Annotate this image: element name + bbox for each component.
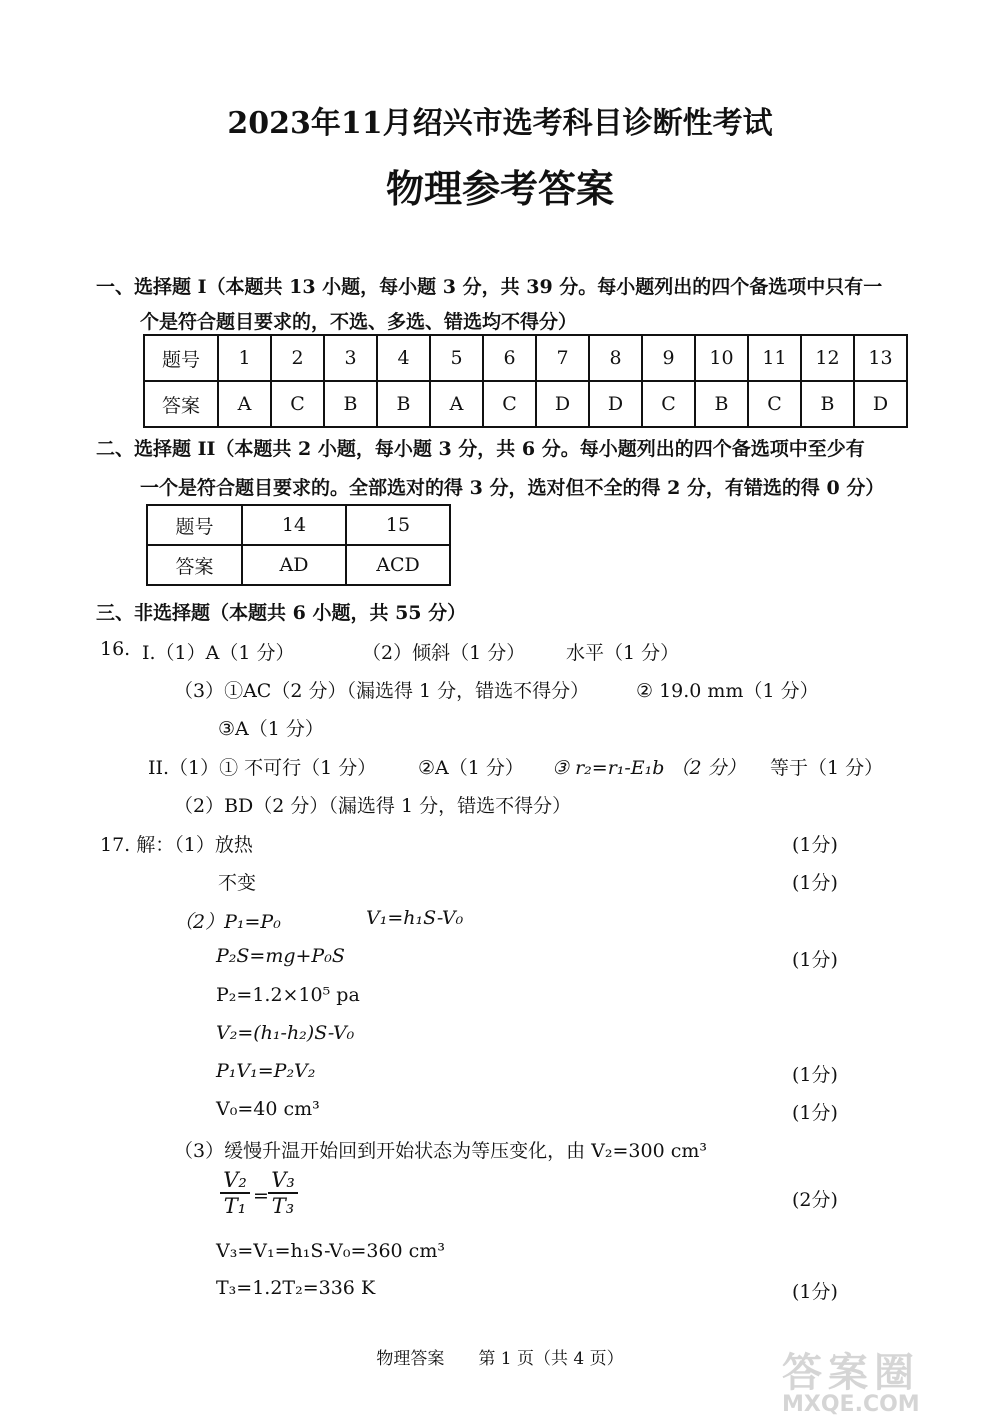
table-cell: 6: [483, 335, 536, 381]
watermark-logo: [782, 1341, 982, 1417]
table-cell: 10: [695, 335, 748, 381]
q17-line: （3）缓慢升温开始回到开始状态为等压变化，由 V₂=300 cm³: [174, 1140, 707, 1162]
q17-score: (1分): [792, 1064, 838, 1086]
watermark-text: 答案圈: [782, 1350, 920, 1396]
table-cell: 11: [748, 335, 801, 381]
q17-line: T₃=1.2T₂=336 K: [216, 1277, 376, 1299]
fraction-denominator: T₃: [271, 1194, 295, 1218]
q17-heading: 17. 解：（1）放热: [100, 834, 253, 856]
fraction-v3-t3: [268, 1168, 298, 1218]
table-cell: B: [324, 381, 377, 427]
q16-number: 16.: [100, 638, 131, 660]
table-row-answers: [147, 545, 450, 585]
table-cell: 2: [271, 335, 324, 381]
q16-part2-e: （2）BD（2 分）（漏选得 1 分，错选不得分）: [174, 795, 572, 817]
q17-line: P₁V₁=P₂V₂: [216, 1060, 316, 1082]
section2-line2: 一个是符合题目要求的。全部选对的得 3 分，选对但不全的得 2 分，有错选的得 0 分）: [140, 477, 885, 499]
row-label-number: 题号: [144, 335, 218, 381]
table-cell: D: [589, 381, 642, 427]
q17-line: V₁=h₁S-V₀: [366, 907, 464, 929]
page-subtitle: 物理参考答案: [385, 166, 614, 211]
table-cell: A: [218, 381, 271, 427]
table-cell: B: [801, 381, 854, 427]
q16-part1-a: Ⅰ.（1）A（1 分）: [142, 642, 295, 664]
q16-part3-c: ③A（1 分）: [218, 718, 324, 740]
table-cell: 3: [324, 335, 377, 381]
page-footer: 物理答案 第 1 页（共 4 页）: [376, 1349, 624, 1369]
table-cell: C: [642, 381, 695, 427]
table-cell: 1: [218, 335, 271, 381]
table-cell: 5: [430, 335, 483, 381]
table-cell: C: [748, 381, 801, 427]
q17-line: V₃=V₁=h₁S-V₀=360 cm³: [216, 1240, 445, 1262]
q17-line: P₂S=mg+P₀S: [216, 945, 345, 967]
table-row-numbers: [144, 335, 907, 381]
q16-part2-c: ③ r₂=r₁-E₁b （2 分）: [552, 757, 746, 779]
table-cell: ACD: [346, 545, 450, 585]
section2-answer-table: [146, 504, 451, 586]
table-cell: A: [430, 381, 483, 427]
table-cell: 13: [854, 335, 907, 381]
q17-score: (1分): [792, 949, 838, 971]
row-label-answer: 答案: [144, 381, 218, 427]
row-label-answer: 答案: [147, 545, 242, 585]
q16-part2-b: ②A（1 分）: [418, 757, 524, 779]
q17-line: 不变: [218, 872, 257, 894]
q17-line: V₀=40 cm³: [216, 1098, 320, 1120]
q17-score: (1分): [792, 1281, 838, 1303]
q17-line: （2）P₁=P₀: [174, 911, 281, 933]
table-cell: 15: [346, 505, 450, 545]
q17-line: V₂=(h₁-h₂)S-V₀: [216, 1022, 355, 1044]
q17-score: (1分): [792, 834, 838, 856]
section1-line2: 个是符合题目要求的，不选、多选、错选均不得分）: [140, 311, 578, 333]
table-cell: B: [377, 381, 430, 427]
fraction-v2-t1: [220, 1168, 250, 1218]
section2-line1: 二、选择题 II（本题共 2 小题，每小题 3 分，共 6 分。每小题列出的四个备选项中至少有: [96, 438, 865, 460]
fraction-denominator: T₁: [223, 1194, 247, 1218]
table-cell: C: [483, 381, 536, 427]
table-cell: 8: [589, 335, 642, 381]
table-cell: AD: [242, 545, 346, 585]
section3-heading: 三、非选择题（本题共 6 小题，共 55 分）: [96, 602, 467, 624]
fraction-numerator: V₂: [223, 1168, 247, 1192]
table-cell: C: [271, 381, 324, 427]
table-cell: 12: [801, 335, 854, 381]
table-row-numbers: [147, 505, 450, 545]
table-cell: D: [536, 381, 589, 427]
q16-part3-b: ② 19.0 mm（1 分）: [636, 680, 819, 702]
q17-score: (1分): [792, 1102, 838, 1124]
section1-answer-table: [143, 334, 908, 428]
q16-part3-a: （3）①AC（2 分）（漏选得 1 分，错选不得分）: [174, 680, 590, 702]
table-cell: 9: [642, 335, 695, 381]
table-cell: 14: [242, 505, 346, 545]
page-title: 2023年11月绍兴市选考科目诊断性考试: [227, 106, 773, 141]
q16-part1-c: 水平（1 分）: [566, 642, 680, 664]
q16-part2-a: II.（1）① 不可行（1 分）: [148, 757, 377, 779]
q16-part1-b: （2）倾斜（1 分）: [362, 642, 526, 664]
q17-line: P₂=1.2×10⁵ pa: [216, 984, 360, 1006]
watermark-url: MXQE.COM: [782, 1392, 920, 1417]
table-cell: 4: [377, 335, 430, 381]
q16-part2-d: 等于（1 分）: [770, 757, 884, 779]
section1-line1: 一、选择题 I（本题共 13 小题，每小题 3 分，共 39 分。每小题列出的四个备选项中只有一: [96, 276, 883, 298]
table-cell: D: [854, 381, 907, 427]
q17-score: (2分): [792, 1189, 838, 1211]
table-cell: 7: [536, 335, 589, 381]
table-cell: B: [695, 381, 748, 427]
fraction-numerator: V₃: [271, 1168, 295, 1192]
q17-score: (1分): [792, 872, 838, 894]
table-row-answers: [144, 381, 907, 427]
equals-sign: =: [253, 1185, 269, 1207]
row-label-number: 题号: [147, 505, 242, 545]
